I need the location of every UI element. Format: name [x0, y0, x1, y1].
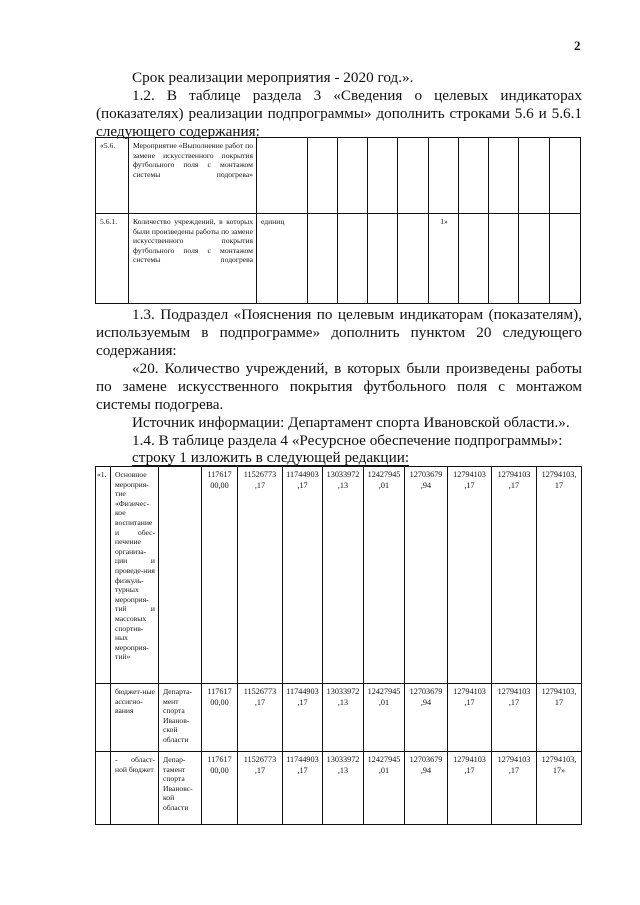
table-row — [96, 467, 582, 684]
activity-name: бюджет-ные ассигно-вания — [111, 684, 159, 752]
value-cell — [519, 214, 550, 304]
unit-cell — [257, 138, 308, 214]
indicator-name: Количество учреждений, в которых были произведены работы по замене искусственного покрытия футбольного поля с монтажом системы подогрева — [129, 214, 257, 304]
amount-cell: 11744903 ,17 — [283, 684, 323, 752]
paragraph-1-4-row: строку 1 изложить в следующей редакции: — [132, 449, 410, 466]
value-cell — [398, 138, 429, 214]
row-number: 5.6.1. — [96, 214, 129, 304]
value-cell — [550, 214, 581, 304]
amount-cell: 12794103 ,17 — [448, 684, 492, 752]
amount-cell: 12703679 ,94 — [405, 752, 448, 825]
unit-cell: единиц — [257, 214, 308, 304]
amount-cell: 12794103 ,17 — [492, 467, 537, 684]
amount-cell: 13033972 ,13 — [323, 752, 364, 825]
resources-table — [95, 466, 582, 825]
amount-cell: 12794103, 17» — [537, 752, 582, 825]
amount-cell: 11526773 ,17 — [238, 752, 283, 825]
table-row — [96, 214, 581, 304]
paragraph-source: Источник информации: Департамент спорта Ивановской области.». — [132, 414, 570, 431]
amount-cell: 12794103, 17 — [537, 467, 582, 684]
amount-cell: 12427945 ,01 — [364, 684, 405, 752]
amount-cell: 11744903 ,17 — [283, 467, 323, 684]
amount-cell: 13033972 ,13 — [323, 467, 364, 684]
activity-name: Основное мероприя-тие «Физичес-кое воспитание и обес-печение организа-ции и проведе-ния физкуль-турных мероприя-тий и массовых спортив-ных мероприя-тий» — [111, 467, 159, 684]
value-cell — [429, 138, 459, 214]
paragraph-deadline: Срок реализации мероприятия - 2020 год.». — [132, 69, 414, 86]
row-number — [96, 752, 111, 825]
amount-cell: 11526773 ,17 — [238, 684, 283, 752]
amount-cell: 117617 00,00 — [202, 684, 238, 752]
row-number: «5.6. — [96, 138, 129, 214]
value-cell — [308, 214, 338, 304]
value-cell — [338, 214, 368, 304]
table-row — [96, 752, 582, 825]
value-cell — [550, 138, 581, 214]
value-cell: 1» — [429, 214, 459, 304]
paragraph-item-20: «20. Количество учреждений, в которых были произведены работы по замене искусственного покрытия футбольного поля с монтажом системы подогрева. — [96, 360, 582, 413]
amount-cell: 12427945 ,01 — [364, 467, 405, 684]
executor-cell: Департа-мент спорта Иванов-ской области — [159, 684, 202, 752]
value-cell — [489, 214, 519, 304]
value-cell — [459, 214, 489, 304]
row-number: «1. — [96, 467, 111, 684]
value-cell — [308, 138, 338, 214]
executor-cell: Депар-тамент спорта Ивановс-кой области — [159, 752, 202, 825]
amount-cell: 12794103 ,17 — [492, 752, 537, 825]
value-cell — [398, 214, 429, 304]
executor-cell — [159, 467, 202, 684]
activity-name: - област-ной бюджет — [111, 752, 159, 825]
paragraph-1-2: 1.2. В таблице раздела 3 «Сведения о целевых индикаторах (показателях) реализации подпрограммы» дополнить строками 5.6 и 5.6.1 следующего содержания: — [96, 87, 582, 140]
value-cell — [338, 138, 368, 214]
amount-cell: 12703679 ,94 — [405, 684, 448, 752]
value-cell — [368, 214, 398, 304]
table-row — [96, 684, 582, 752]
value-cell — [459, 138, 489, 214]
paragraph-1-4: 1.4. В таблице раздела 4 «Ресурсное обеспечение подпрограммы»: — [132, 432, 563, 449]
amount-cell: 13033972 ,13 — [323, 684, 364, 752]
amount-cell: 12794103 ,17 — [492, 684, 537, 752]
amount-cell: 11744903 ,17 — [283, 752, 323, 825]
page-number: 2 — [574, 38, 581, 53]
row-number — [96, 684, 111, 752]
value-cell — [368, 138, 398, 214]
paragraph-1-3: 1.3. Подраздел «Пояснения по целевым индикаторам (показателям), используемым в подпрограмме» дополнить пунктом 20 следующего содержания: — [96, 306, 582, 359]
amount-cell: 12427945 ,01 — [364, 752, 405, 825]
amount-cell: 12794103, 17 — [537, 684, 582, 752]
table-row — [96, 138, 581, 214]
indicator-name: Мероприятие «Выполнение работ по замене искусственного покрытия футбольного поля с монтажом системы подогрева» — [129, 138, 257, 214]
amount-cell: 12703679 ,94 — [405, 467, 448, 684]
amount-cell: 12794103 ,17 — [448, 467, 492, 684]
amount-cell: 12794103 ,17 — [448, 752, 492, 825]
value-cell — [489, 138, 519, 214]
indicators-table — [95, 137, 581, 304]
amount-cell: 117617 00,00 — [202, 752, 238, 825]
amount-cell: 11526773 ,17 — [238, 467, 283, 684]
amount-cell: 117617 00,00 — [202, 467, 238, 684]
value-cell — [519, 138, 550, 214]
